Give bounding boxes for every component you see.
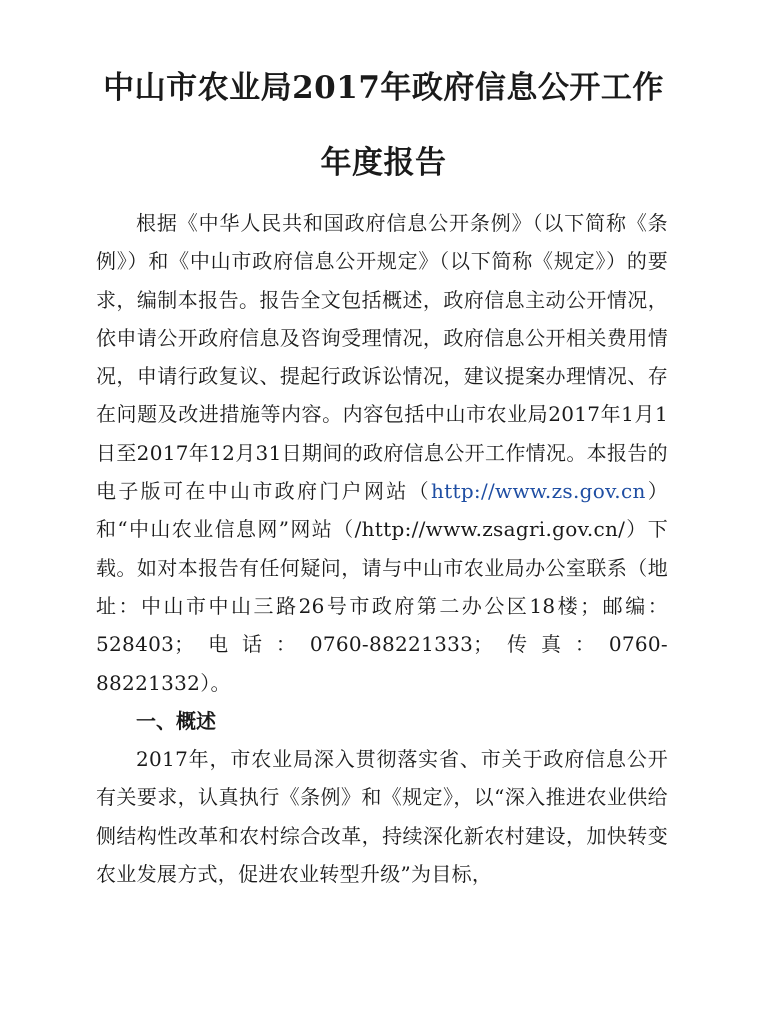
overview-paragraph: 2017年，市农业局深入贯彻落实省、市关于政府信息公开有关要求，认真执行《条例》和《规定》，以“深入推进农业供给侧结构性改革和农村综合改革，持续深化新农村建设，加快转变农业发展方式，促进农业转型升级”为目标， xyxy=(96,747,668,887)
section-heading-overview: 一、概述 xyxy=(136,708,216,733)
document-title-line-2: 年度报告 xyxy=(320,145,447,181)
document-body xyxy=(96,204,668,893)
intro-text-part-2: ）和“中山农业信息网”网站（/http://www.zsagri.gov.cn/）下载。如对本报告有任何疑问，请与中山市农业局办公室联系（地址：中山市中山三路26号市政府第二办公区18楼；邮编：528403；电话：0760-88221333；传真：0760-88221332）。 xyxy=(96,479,668,695)
portal-link[interactable]: http://www.zs.gov.cn xyxy=(430,479,646,504)
document-title-line-1: 中山市农业局2017年政府信息公开工作 xyxy=(103,70,664,106)
intro-paragraph xyxy=(96,204,668,702)
intro-text-part-1: 根据《中华人民共和国政府信息公开条例》（以下简称《条例》）和《中山市政府信息公开规定》（以下简称《规定》）的要求，编制本报告。报告全文包括概述，政府信息主动公开情况，依申请公开政府信息及咨询受理情况，政府信息公开相关费用情况，申请行政复议、提起行政诉讼情况，建议提案办理情况、存在问题及改进措施等内容。内容包括中山市农业局2017年1月1日至2017年12月31日期间的政府信息公开工作情况。本报告的电子版可在中山市政府门户网站（ xyxy=(96,211,668,504)
